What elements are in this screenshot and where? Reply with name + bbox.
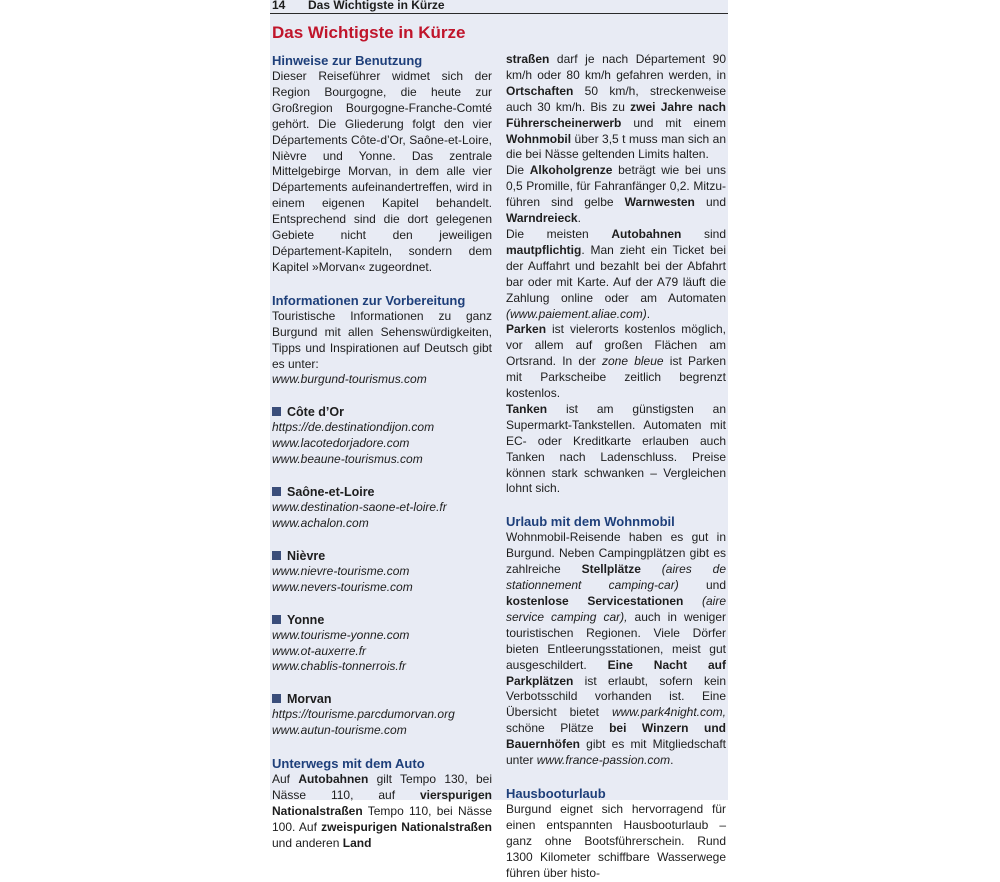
region-heading: Côte d’Or: [272, 404, 492, 420]
region-link[interactable]: https://de.destinationdijon.com: [272, 420, 435, 435]
camper-text: Wohnmobil-Reisende haben es gut in Burgund. Neben Campingplätzen gibt es zahlreiche Stellplätze (aires de stationnement camping-car) und kostenlose Servicestationen (aire service camping car), auch in weniger touristischen Regionen. Viele Dörfer bieten Entleerungsstationen, meist gut ausgeschildert. Eine Nacht auf Parkplätzen ist erlaubt, sofern kein Verbotsschild vorhanden ist. Eine Übersicht bietet www.park4night.com, schöne Plätze bei Winzern und Bauernhöfen gibt es mit Mitgliedschaft unter www.france-passion.com.: [506, 530, 726, 768]
prep-heading: Informationen zur Vorbereitung: [272, 292, 466, 308]
page-number: 14: [272, 0, 286, 12]
camper-heading: Urlaub mit dem Wohnmobil: [506, 514, 675, 530]
page-title: Das Wichtigste in Kürze: [272, 23, 466, 42]
region-link[interactable]: www.destination-saone-et-loire.fr: [272, 500, 447, 515]
region-link[interactable]: www.nievre-tourisme.com: [272, 563, 410, 578]
region-link[interactable]: www.beaune-tourismus.com: [272, 452, 423, 467]
running-head: [270, 0, 728, 14]
square-bullet-icon: [272, 694, 281, 703]
car-text-continued: straßen darf je nach Département 90 km/h oder 80 km/h gefahren werden, in Ortschaften 50 km/h, streckenweise auch 30 km/h. Bis zu zwei Jahre nach Führerscheinerwerb und mit einem Wohnmobil über 3,5 t muss man sich an die bei Nässe geltenden Limits halten.: [506, 52, 726, 162]
region-link[interactable]: www.chablis-tonnerrois.fr: [272, 659, 407, 674]
parking-text: Parken ist vielerorts kostenlos möglich, vor allem auf großen Flächen am Ortsrand. In der zone bleue ist Parken mit Parkscheibe zeitlich begrenzt kostenlos.: [506, 322, 727, 401]
car-heading: Unterwegs mit dem Auto: [272, 756, 425, 772]
toll-text: Die meisten Autobahnen sind mautpflichtig. Man zieht ein Ticket bei der Auffahrt und bezahlt bei der Abfahrt bar oder mit Karte. Auf der A79 läuft die Zahlung online oder am Automaten (www.paiement.aliae.com).: [506, 226, 726, 321]
car-text: Auf Autobahnen gilt Tempo 130, bei Nässe 110, auf vierspurigen Nationalstraßen Tempo 110, bei Nässe 100. Auf zweispurigen Nationalstraßen und anderen Land: [272, 772, 492, 850]
alcohol-text: Die Alkoholgrenze beträgt wie bei uns 0,5 Promille, für Fahranfänger 0,2. Mitzuführen sind gelbe Warnwesten und Warndreieck.: [506, 163, 727, 226]
square-bullet-icon: [272, 407, 281, 416]
region-link[interactable]: www.tourisme-yonne.com: [272, 627, 410, 642]
square-bullet-icon: [272, 615, 281, 624]
region-heading: Nièvre: [272, 548, 492, 564]
region-heading: Yonne: [272, 612, 492, 628]
region-link[interactable]: www.ot-auxerre.fr: [272, 643, 367, 658]
running-head-title: Das Wichtigste in Kürze: [308, 0, 445, 12]
region-link[interactable]: www.lacotedorjadore.com: [272, 436, 410, 451]
region-link[interactable]: www.nevers-tourisme.com: [272, 579, 413, 594]
boat-text: Burgund eignet sich hervorragend für einen entspannten Hausbooturlaub – ganz ohne Bootsführerschein. Rund 1300 Kilometer schiffbare Wasserwege führen über histo-: [506, 801, 726, 880]
prep-text: Touristische Informationen zu ganz Burgund mit allen Sehenswürdigkeiten, Tipps und Inspirationen auf Deutsch gibt es unter:: [272, 308, 492, 371]
square-bullet-icon: [272, 551, 281, 560]
usage-heading: Hinweise zur Benutzung: [272, 53, 423, 68]
usage-text: Dieser Reiseführer widmet sich der Region Bourgogne, die heute zur Großregion Bourgogne-Franche-Comté gehört. Die Gliederung folgt den vier Départements Côte-d’Or, Saône-et-Loire, Nièvre und Yonne. Das zentrale Mittelgebirge Morvan, in dem alle vier Départements aufeinandertreffen, wird in einem eigenen Kapitel behandelt. Entsprechend sind die dort gelegenen Gebiete nicht den jeweiligen Département-Kapiteln, sondern dem Kapitel »Morvan« zugeordnet.: [272, 69, 492, 274]
region-heading: Saône-et-Loire: [272, 484, 492, 500]
right-column: [506, 52, 726, 882]
square-bullet-icon: [272, 487, 281, 496]
book-page: [270, 0, 728, 880]
fuel-text: Tanken ist am günstigsten an Supermarkt-Tankstellen. Automaten mit EC- oder Kreditkarte erlauben auch Tanken nach Ladenschluss. Preise können stark schwanken – Vergleichen lohnt sich.: [506, 401, 726, 496]
boat-heading: Hausbooturlaub: [506, 785, 606, 801]
region-link[interactable]: www.autun-tourisme.com: [272, 723, 407, 738]
prep-link[interactable]: www.burgund-tourismus.com: [272, 372, 427, 387]
left-column: [272, 52, 492, 852]
region-link[interactable]: https://tourisme.parcdumorvan.org: [272, 707, 455, 722]
region-heading: Morvan: [272, 691, 492, 707]
region-link[interactable]: www.achalon.com: [272, 515, 369, 530]
